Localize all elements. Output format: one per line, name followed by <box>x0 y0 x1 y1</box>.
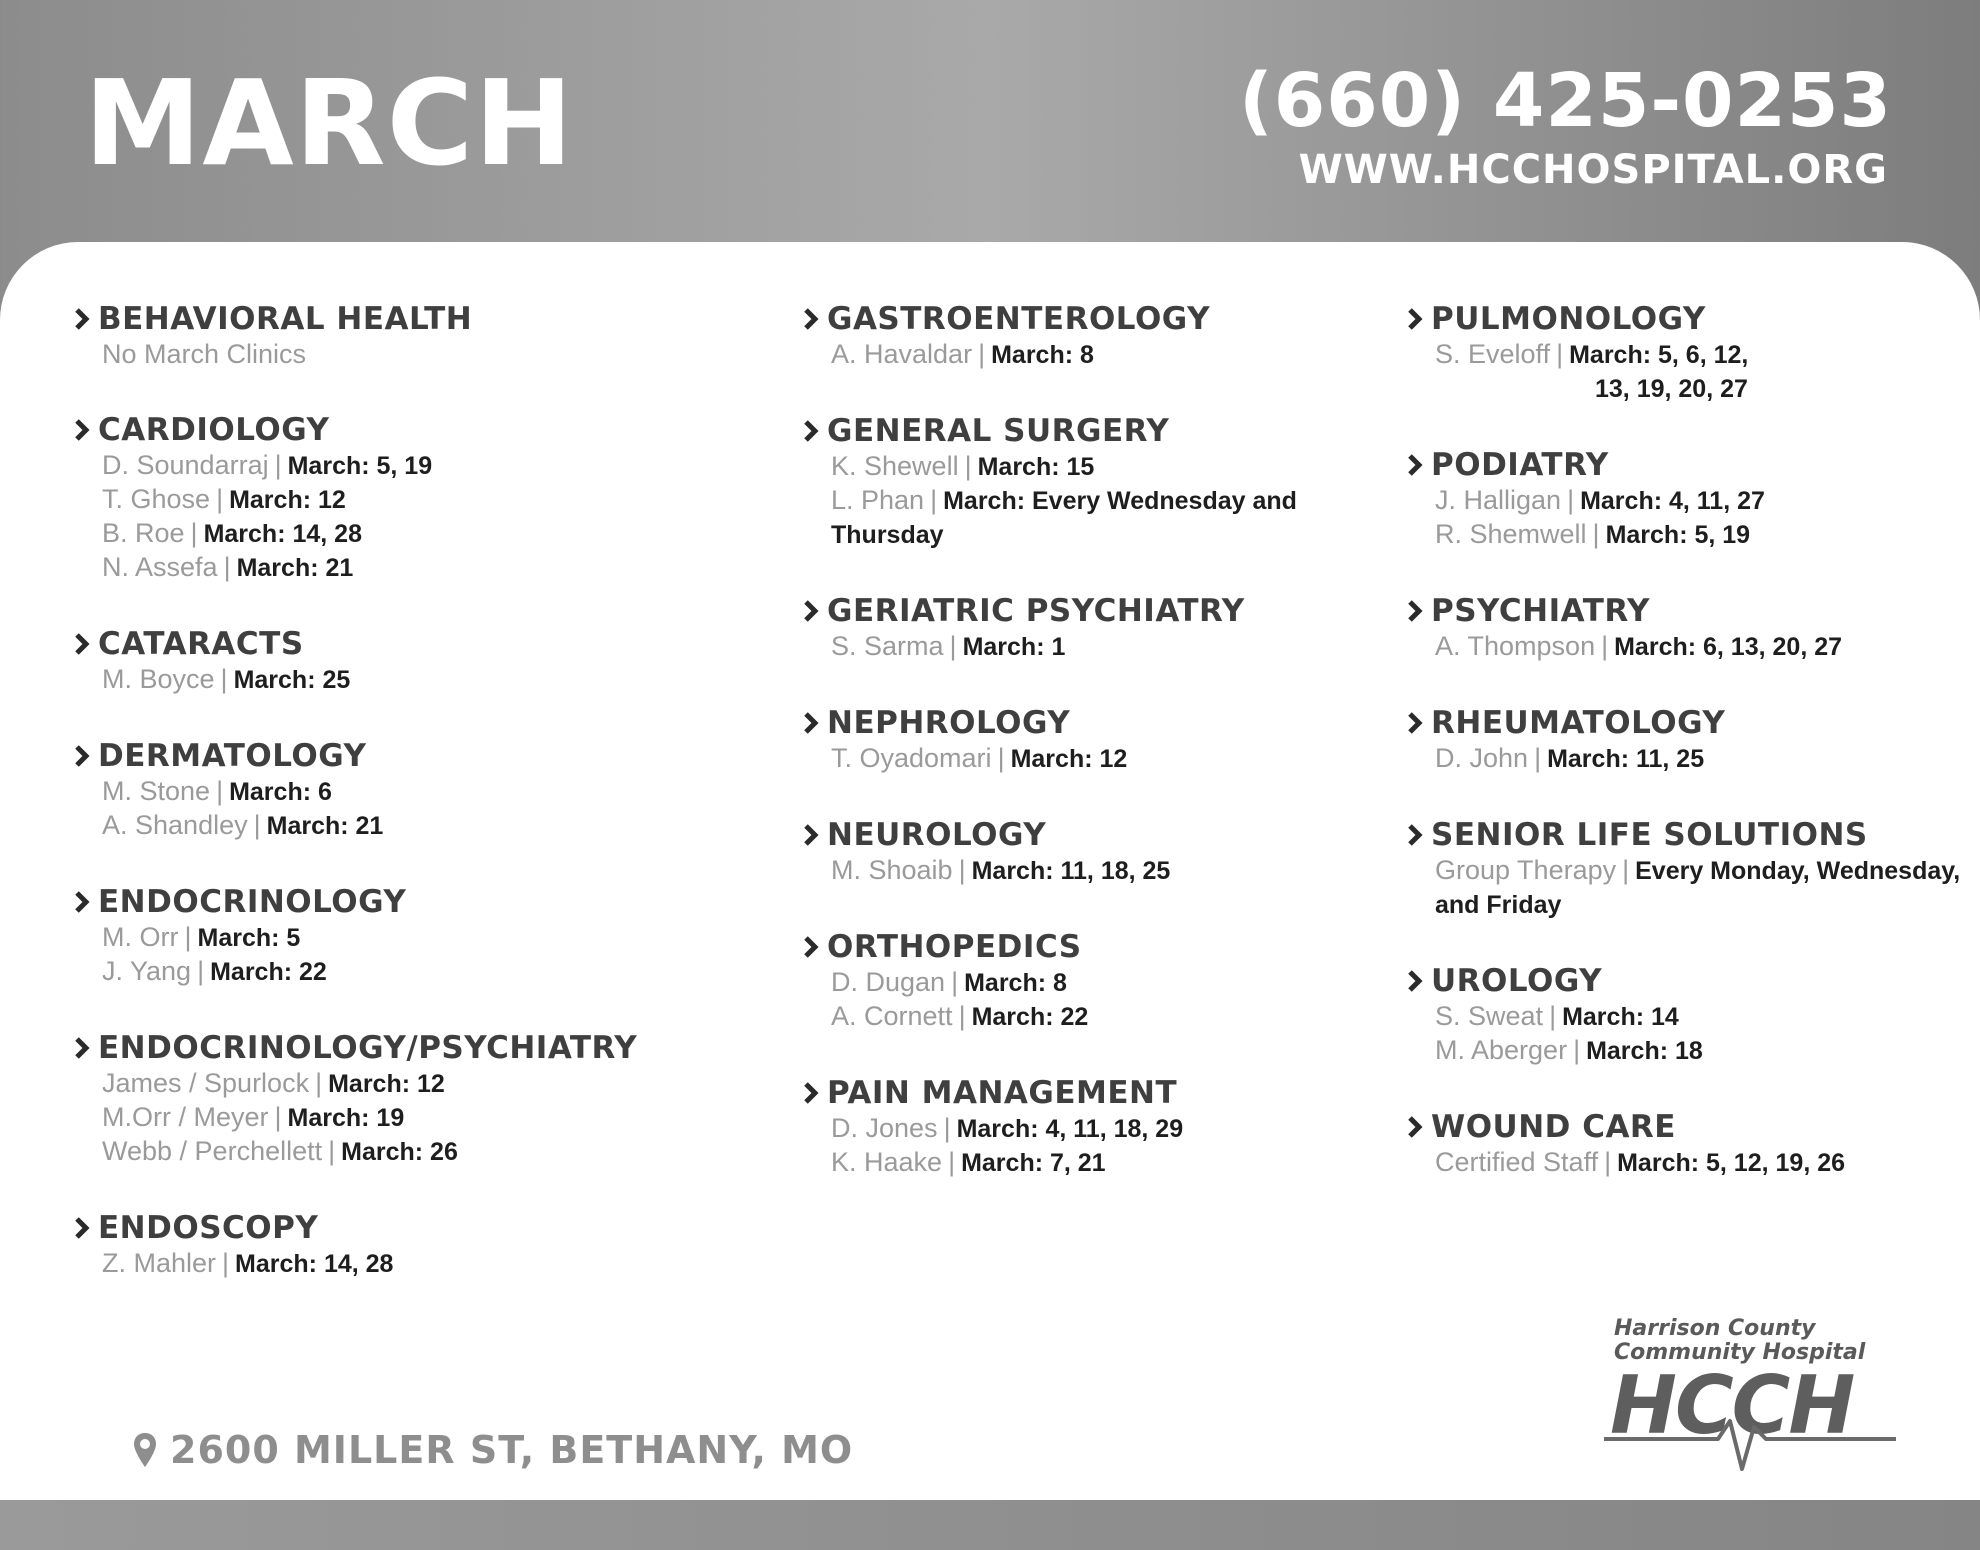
provider-name: K. Shewell <box>831 451 959 481</box>
address <box>132 1428 853 1472</box>
department-title-text: ENDOCRINOLOGY/PSYCHIATRY <box>98 1030 638 1066</box>
provider-name: T. Oyadomari <box>831 743 992 773</box>
provider-name: A. Cornett <box>831 1001 953 1031</box>
department-title <box>74 1029 664 1067</box>
provider-list <box>1407 484 1980 552</box>
department-title-text: WOUND CARE <box>1431 1109 1676 1145</box>
logo-line-2: Community Hospital <box>1614 1340 1866 1365</box>
clinic-dates: March: 22 <box>971 1003 1089 1031</box>
chevron-right-icon <box>803 600 819 622</box>
chevron-right-icon <box>1407 1116 1423 1138</box>
provider-entry <box>831 484 1393 552</box>
department-title <box>1407 1108 1980 1146</box>
provider-name: M. Aberger <box>1435 1035 1568 1065</box>
provider-name: Webb / Perchellett <box>102 1136 323 1166</box>
provider-entry <box>102 551 664 585</box>
chevron-right-icon <box>803 420 819 442</box>
provider-list <box>803 1112 1393 1180</box>
separator: | <box>216 484 224 514</box>
department-behavioral-health <box>74 300 664 371</box>
chevron-right-icon <box>803 824 819 846</box>
department-title <box>74 737 664 775</box>
separator: | <box>1622 855 1630 885</box>
department-endocrinology-psychiatry <box>74 1029 664 1169</box>
column-1 <box>74 300 664 1321</box>
provider-entry <box>102 517 664 551</box>
provider-name: B. Roe <box>102 518 185 548</box>
provider-entry <box>1435 854 1980 922</box>
separator: | <box>222 1248 230 1278</box>
chevron-right-icon <box>1407 824 1423 846</box>
provider-entry <box>1435 1034 1980 1068</box>
month-title: MARCH <box>84 54 574 192</box>
separator: | <box>1534 743 1542 773</box>
department-title <box>74 883 664 921</box>
clinic-dates: March: 5, 6, 12, <box>1569 341 1749 369</box>
clinic-dates-continued: 13, 19, 20, 27 <box>1595 375 1748 403</box>
department-title-text: PSYCHIATRY <box>1431 593 1650 629</box>
provider-list <box>1407 854 1980 922</box>
separator: | <box>1573 1035 1581 1065</box>
department-podiatry <box>1407 446 1980 552</box>
provider-entry <box>102 1067 664 1101</box>
provider-list <box>803 966 1393 1034</box>
provider-name: L. Phan <box>831 485 925 515</box>
chevron-right-icon <box>1407 454 1423 476</box>
separator: | <box>274 1102 282 1132</box>
department-title <box>803 816 1393 854</box>
clinic-dates: March: 1 <box>962 633 1066 661</box>
provider-list <box>803 450 1393 552</box>
provider-entry-continued <box>1435 372 1980 406</box>
provider-list <box>1407 742 1980 776</box>
department-title-text: DERMATOLOGY <box>98 738 367 774</box>
provider-list <box>1407 1146 1980 1180</box>
clinic-dates: March: 14, 28 <box>235 1250 394 1278</box>
department-geriatric-psychiatry <box>803 592 1393 664</box>
department-orthopedics <box>803 928 1393 1034</box>
department-title <box>1407 300 1980 338</box>
separator: | <box>943 1113 951 1143</box>
provider-name: J. Yang <box>102 956 192 986</box>
provider-name: N. Assefa <box>102 552 218 582</box>
provider-name: K. Haake <box>831 1147 943 1177</box>
clinic-dates: March: 5, 12, 19, 26 <box>1617 1149 1846 1177</box>
provider-entry <box>102 1247 664 1281</box>
provider-name: M. Boyce <box>102 664 215 694</box>
provider-name: A. Havaldar <box>831 339 973 369</box>
provider-name: D. Soundarraj <box>102 450 269 480</box>
clinic-dates: March: 12 <box>229 486 346 514</box>
clinic-dates: March: 8 <box>991 341 1094 369</box>
chevron-right-icon <box>74 745 90 767</box>
department-title-text: GENERAL SURGERY <box>827 413 1170 449</box>
department-general-surgery <box>803 412 1393 552</box>
clinic-dates: March: 6, 13, 20, 27 <box>1614 633 1843 661</box>
department-neurology <box>803 816 1393 888</box>
department-title <box>803 1074 1393 1112</box>
provider-name: S. Eveloff <box>1435 339 1551 369</box>
provider-entry <box>1435 338 1980 372</box>
department-cataracts <box>74 625 664 697</box>
provider-entry <box>831 1000 1393 1034</box>
clinic-dates: March: 5, 19 <box>1605 521 1751 549</box>
department-title-text: UROLOGY <box>1431 963 1603 999</box>
provider-name: D. Dugan <box>831 967 946 997</box>
provider-name: S. Sweat <box>1435 1001 1544 1031</box>
provider-list <box>803 338 1393 372</box>
provider-entry <box>831 1112 1393 1146</box>
separator: | <box>328 1136 336 1166</box>
provider-entry <box>831 1146 1393 1180</box>
department-title <box>803 592 1393 630</box>
separator: | <box>949 631 957 661</box>
clinic-dates: March: 19 <box>287 1104 405 1132</box>
department-title-text: PULMONOLOGY <box>1431 301 1706 337</box>
provider-entry <box>1435 484 1980 518</box>
department-title-text: PODIATRY <box>1431 447 1609 483</box>
provider-entry <box>102 809 664 843</box>
chevron-right-icon <box>803 936 819 958</box>
department-title-text: CARDIOLOGY <box>98 412 330 448</box>
clinic-dates: March: 4, 11, 18, 29 <box>956 1115 1184 1143</box>
separator: | <box>274 450 282 480</box>
provider-name: M. Orr <box>102 922 179 952</box>
department-urology <box>1407 962 1980 1068</box>
department-title-text: CATARACTS <box>98 626 304 662</box>
department-title <box>74 300 664 338</box>
separator: | <box>223 552 231 582</box>
heartbeat-wave-icon <box>1600 1417 1900 1477</box>
clinic-dates: March: 22 <box>210 958 327 986</box>
clinic-dates: March: 7, 21 <box>961 1149 1106 1177</box>
department-dermatology <box>74 737 664 843</box>
department-title <box>1407 592 1980 630</box>
department-cardiology <box>74 411 664 585</box>
department-pain-management <box>803 1074 1393 1180</box>
provider-name: M.Orr / Meyer <box>102 1102 269 1132</box>
provider-entry <box>102 663 664 697</box>
clinic-dates: March: Every Wednesday and Thursday <box>831 487 1297 549</box>
separator: | <box>978 339 986 369</box>
provider-name: T. Ghose <box>102 484 211 514</box>
provider-entry <box>1435 518 1980 552</box>
separator: | <box>951 967 959 997</box>
clinic-dates: March: 25 <box>233 666 351 694</box>
department-title <box>803 704 1393 742</box>
provider-list <box>1407 338 1980 406</box>
separator: | <box>1592 519 1600 549</box>
provider-entry <box>831 966 1393 1000</box>
provider-entry <box>102 449 664 483</box>
clinic-dates: March: 11, 18, 25 <box>971 857 1171 885</box>
department-title <box>1407 962 1980 1000</box>
department-title-text: SENIOR LIFE SOLUTIONS <box>1431 817 1868 853</box>
clinic-dates: March: 14 <box>1562 1003 1679 1031</box>
clinic-dates: March: 21 <box>266 812 384 840</box>
separator: | <box>958 1001 966 1031</box>
clinic-dates: March: 18 <box>1586 1037 1703 1065</box>
provider-entry <box>102 1101 664 1135</box>
provider-name: D. Jones <box>831 1113 938 1143</box>
provider-entry <box>102 1135 664 1169</box>
department-endocrinology <box>74 883 664 989</box>
provider-entry <box>1435 742 1980 776</box>
department-psychiatry <box>1407 592 1980 664</box>
chevron-right-icon <box>1407 600 1423 622</box>
map-pin-icon <box>132 1431 158 1469</box>
chevron-right-icon <box>74 891 90 913</box>
chevron-right-icon <box>803 308 819 330</box>
address-text: 2600 MILLER ST, BETHANY, MO <box>170 1428 854 1472</box>
chevron-right-icon <box>1407 712 1423 734</box>
provider-entry <box>831 450 1393 484</box>
clinic-dates: March: 14, 28 <box>203 520 362 548</box>
separator: | <box>1567 485 1575 515</box>
chevron-right-icon <box>74 1217 90 1239</box>
phone-number: (660) 425-0253 <box>1238 58 1892 144</box>
provider-name: D. John <box>1435 743 1529 773</box>
clinic-dates: March: 26 <box>341 1138 458 1166</box>
separator: | <box>958 855 966 885</box>
provider-entry <box>1435 1000 1980 1034</box>
chevron-right-icon <box>74 308 90 330</box>
footer-bar <box>0 1500 1980 1550</box>
provider-list <box>803 854 1393 888</box>
provider-list <box>74 1067 664 1169</box>
department-title <box>803 300 1393 338</box>
department-title-text: NEUROLOGY <box>827 817 1047 853</box>
department-title-text: ENDOCRINOLOGY <box>98 884 407 920</box>
department-title-text: GERIATRIC PSYCHIATRY <box>827 593 1245 629</box>
department-title <box>74 1209 664 1247</box>
separator: | <box>930 485 938 515</box>
separator: | <box>948 1147 956 1177</box>
clinic-dates: March: 12 <box>1010 745 1128 773</box>
clinic-dates: March: 12 <box>328 1070 445 1098</box>
chevron-right-icon <box>803 1082 819 1104</box>
separator: | <box>197 956 205 986</box>
provider-name: J. Halligan <box>1435 485 1562 515</box>
header <box>0 0 1980 250</box>
department-title-text: NEPHROLOGY <box>827 705 1071 741</box>
provider-name: Certified Staff <box>1435 1147 1599 1177</box>
department-title <box>74 625 664 663</box>
provider-list <box>74 338 664 371</box>
department-endoscopy <box>74 1209 664 1281</box>
department-title <box>803 928 1393 966</box>
clinic-dates: March: 15 <box>977 453 1095 481</box>
provider-name: M. Stone <box>102 776 211 806</box>
department-title <box>1407 446 1980 484</box>
separator: | <box>1549 1001 1557 1031</box>
department-title-text: ORTHOPEDICS <box>827 929 1082 965</box>
department-senior-life-solutions <box>1407 816 1980 922</box>
department-wound-care <box>1407 1108 1980 1180</box>
provider-name: Group Therapy <box>1435 855 1617 885</box>
provider-list <box>803 630 1393 664</box>
provider-name: James / Spurlock <box>102 1068 310 1098</box>
provider-name: Z. Mahler <box>102 1248 217 1278</box>
clinic-dates: March: 5 <box>197 924 301 952</box>
separator: | <box>216 776 224 806</box>
provider-list <box>74 449 664 585</box>
separator: | <box>315 1068 323 1098</box>
provider-name: A. Shandley <box>102 810 248 840</box>
provider-entry <box>102 483 664 517</box>
provider-entry <box>1435 630 1980 664</box>
provider-list <box>74 663 664 697</box>
provider-entry <box>102 955 664 989</box>
chevron-right-icon <box>1407 308 1423 330</box>
provider-entry <box>831 630 1393 664</box>
clinic-dates: March: 21 <box>236 554 354 582</box>
separator: | <box>1601 631 1609 661</box>
separator: | <box>253 810 261 840</box>
column-2 <box>803 300 1393 1220</box>
separator: | <box>190 518 198 548</box>
provider-list <box>803 742 1393 776</box>
clinic-dates: March: 4, 11, 27 <box>1580 487 1765 515</box>
provider-name: A. Thompson <box>1435 631 1596 661</box>
provider-entry <box>102 338 664 371</box>
department-title-text: RHEUMATOLOGY <box>1431 705 1726 741</box>
provider-list <box>1407 1000 1980 1068</box>
department-pulmonology <box>1407 300 1980 406</box>
department-rheumatology <box>1407 704 1980 776</box>
provider-entry <box>1435 1146 1980 1180</box>
provider-entry <box>102 921 664 955</box>
department-title <box>74 411 664 449</box>
clinic-dates: March: 11, 25 <box>1547 745 1705 773</box>
provider-name: M. Shoaib <box>831 855 953 885</box>
chevron-right-icon <box>1407 970 1423 992</box>
chevron-right-icon <box>803 712 819 734</box>
separator: | <box>964 451 972 481</box>
separator: | <box>1604 1147 1612 1177</box>
department-title-text: ENDOSCOPY <box>98 1210 319 1246</box>
department-title-text: PAIN MANAGEMENT <box>827 1075 1178 1111</box>
department-title-text: BEHAVIORAL HEALTH <box>98 301 473 337</box>
logo-mark: HCCH <box>1610 1359 1854 1452</box>
chevron-right-icon <box>74 633 90 655</box>
column-3 <box>1407 300 1980 1220</box>
provider-list <box>74 921 664 989</box>
provider-list <box>1407 630 1980 664</box>
hospital-logo <box>1600 1312 1900 1477</box>
separator: | <box>1556 339 1564 369</box>
department-title <box>1407 704 1980 742</box>
separator: | <box>184 922 192 952</box>
clinic-dates: March: 6 <box>229 778 332 806</box>
provider-entry <box>831 338 1393 372</box>
provider-name: R. Shemwell <box>1435 519 1587 549</box>
website-url: WWW.HCCHOSPITAL.ORG <box>1298 147 1888 193</box>
provider-name: S. Sarma <box>831 631 944 661</box>
logo-line-1: Harrison County <box>1614 1316 1816 1341</box>
clinic-dates: March: 5, 19 <box>287 452 433 480</box>
department-title <box>1407 816 1980 854</box>
chevron-right-icon <box>74 1037 90 1059</box>
chevron-right-icon <box>74 419 90 441</box>
provider-entry <box>831 854 1393 888</box>
provider-list <box>74 1247 664 1281</box>
provider-name: No March Clinics <box>102 339 307 369</box>
separator: | <box>220 664 228 694</box>
clinic-dates: March: 8 <box>964 969 1067 997</box>
clinic-dates: Every Monday, Wednesday, and Friday <box>1435 857 1961 919</box>
provider-list <box>74 775 664 843</box>
provider-entry <box>831 742 1393 776</box>
department-title-text: GASTROENTEROLOGY <box>827 301 1211 337</box>
department-nephrology <box>803 704 1393 776</box>
separator: | <box>997 743 1005 773</box>
department-title <box>803 412 1393 450</box>
department-gastroenterology <box>803 300 1393 372</box>
provider-entry <box>102 775 664 809</box>
